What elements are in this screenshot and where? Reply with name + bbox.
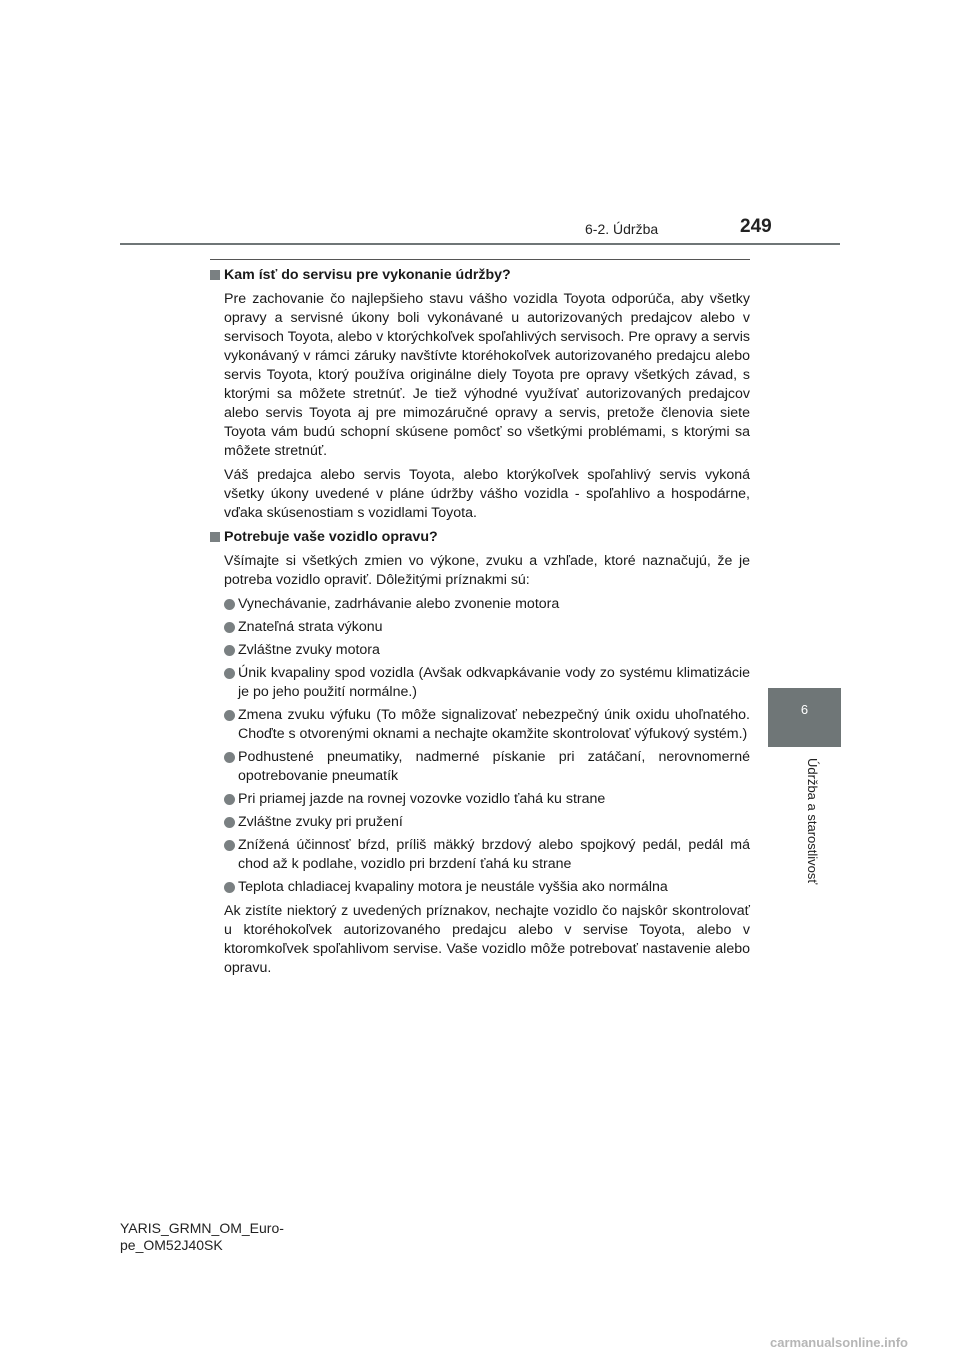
chapter-title: Údržba a starostlivosť — [805, 758, 820, 885]
list-item-text: Zvláštne zvuky pri pružení — [238, 814, 403, 830]
list-item-text: Zmena zvuku výfuku (To môže signalizovať nebezpečný únik oxidu uhoľnatého. Choďte s otvorenými oknami a nechajte okamžite skontrolovať výfukový systém.) — [238, 707, 750, 742]
content-top-rule — [210, 259, 750, 260]
page-number: 249 — [740, 216, 772, 237]
circle-bullet-icon — [224, 817, 235, 828]
list-item — [224, 641, 750, 660]
circle-bullet-icon — [224, 710, 235, 721]
paragraph: Váš predajca alebo servis Toyota, alebo ktorýkoľvek spoľahlivý servis vykoná všetky úkony uvedené v pláne údržby vášho vozidla - spoľahlivo a hospodárne, vďaka skúsenostiam s vozidlami Toyota. — [224, 467, 750, 521]
paragraph-intro: Všímajte si všetkých zmien vo výkone, zvuku a vzhľade, ktoré naznačujú, že je potreba vozidlo opraviť. Dôležitými príznakmi sú: — [224, 553, 750, 588]
circle-bullet-icon — [224, 840, 235, 851]
list-item — [224, 836, 750, 874]
list-item — [224, 813, 750, 832]
watermark: carmanualsonline.info — [770, 1335, 908, 1350]
list-item-text: Podhustené pneumatiky, nadmerné pískanie pri zatáčaní, nerovnomerné opotrebovanie pneumatík — [238, 749, 750, 784]
chapter-title-area — [768, 758, 841, 908]
chapter-number: 6 — [800, 702, 809, 717]
square-bullet-icon — [210, 270, 220, 280]
symptom-list — [224, 595, 750, 897]
circle-bullet-icon — [224, 622, 235, 633]
circle-bullet-icon — [224, 882, 235, 893]
chapter-tab — [768, 688, 841, 747]
section-heading-repair — [210, 528, 750, 547]
paragraph: Pre zachovanie čo najlepšieho stavu vášho vozidla Toyota odporúča, aby všetky opravy a servisné úkony boli vykonávané u autorizovaných predajcov alebo v servisoch Toyota, alebo v ktorýchkoľvek spoľahlivých servisoch. Pre opravy a servis vykonávaný v rámci záruky navštívte ktoréhokoľvek autorizovaného predajcu alebo servis Toyota, ktorý používa originálne diely Toyota pre opravy všetkých závad, s ktorými sa môžete stretnúť. Je tiež výhodné využívať autorizovaných predajcov alebo servis Toyota aj pre mimozáručné opravy a servis, pretože členovia siete Toyota vám budú schopní skúsene pomôcť so všetkými problémami, s ktorými sa môžete stretnúť. — [224, 291, 750, 459]
circle-bullet-icon — [224, 645, 235, 656]
circle-bullet-icon — [224, 668, 235, 679]
circle-bullet-icon — [224, 794, 235, 805]
list-item-text: Vynechávanie, zadrhávanie alebo zvonenie motora — [238, 596, 560, 612]
circle-bullet-icon — [224, 752, 235, 763]
main-content — [210, 266, 750, 983]
list-item — [224, 878, 750, 897]
footer-doc-id — [120, 1220, 284, 1254]
list-item — [224, 618, 750, 637]
list-item-text: Znateľná strata výkonu — [238, 619, 383, 635]
footer-line: YARIS_GRMN_OM_Euro- — [120, 1220, 284, 1236]
header-rule — [120, 243, 840, 245]
list-item — [224, 748, 750, 786]
section-heading-text: Potrebuje vaše vozidlo opravu? — [224, 529, 438, 545]
list-item-text: Znížená účinnosť bŕzd, príliš mäkký brzdový alebo spojkový pedál, pedál má chod až k podlahe, vozidlo pri brzdení ťahá ku strane — [238, 837, 750, 872]
square-bullet-icon — [210, 532, 220, 542]
list-item — [224, 706, 750, 744]
list-item-text: Únik kvapaliny spod vozidla (Avšak odkvapkávanie vody zo systému klimatizácie je po jeho použití normálne.) — [238, 665, 750, 700]
list-item — [224, 664, 750, 702]
list-item-text: Pri priamej jazde na rovnej vozovke vozidlo ťahá ku strane — [238, 791, 606, 807]
circle-bullet-icon — [224, 599, 235, 610]
list-item — [224, 790, 750, 809]
section-label: 6-2. Údržba — [585, 221, 659, 237]
section-heading-text: Kam ísť do servisu pre vykonanie údržby? — [224, 267, 511, 283]
section-heading-service — [210, 266, 750, 285]
list-item — [224, 595, 750, 614]
paragraph-outro: Ak zistíte niektorý z uvedených príznakov, nechajte vozidlo čo najskôr skontrolovať u ktoréhokoľvek autorizovaného predajcu alebo v servise Toyota, alebo v ktoromkoľvek spoľahlivom servise. Vaše vozidlo môže potrebovať nastavenie alebo opravu. — [224, 903, 750, 976]
list-item-text: Zvláštne zvuky motora — [238, 642, 380, 658]
footer-line: pe_OM52J40SK — [120, 1237, 223, 1253]
list-item-text: Teplota chladiacej kvapaliny motora je neustále vyššia ako normálna — [238, 879, 668, 895]
